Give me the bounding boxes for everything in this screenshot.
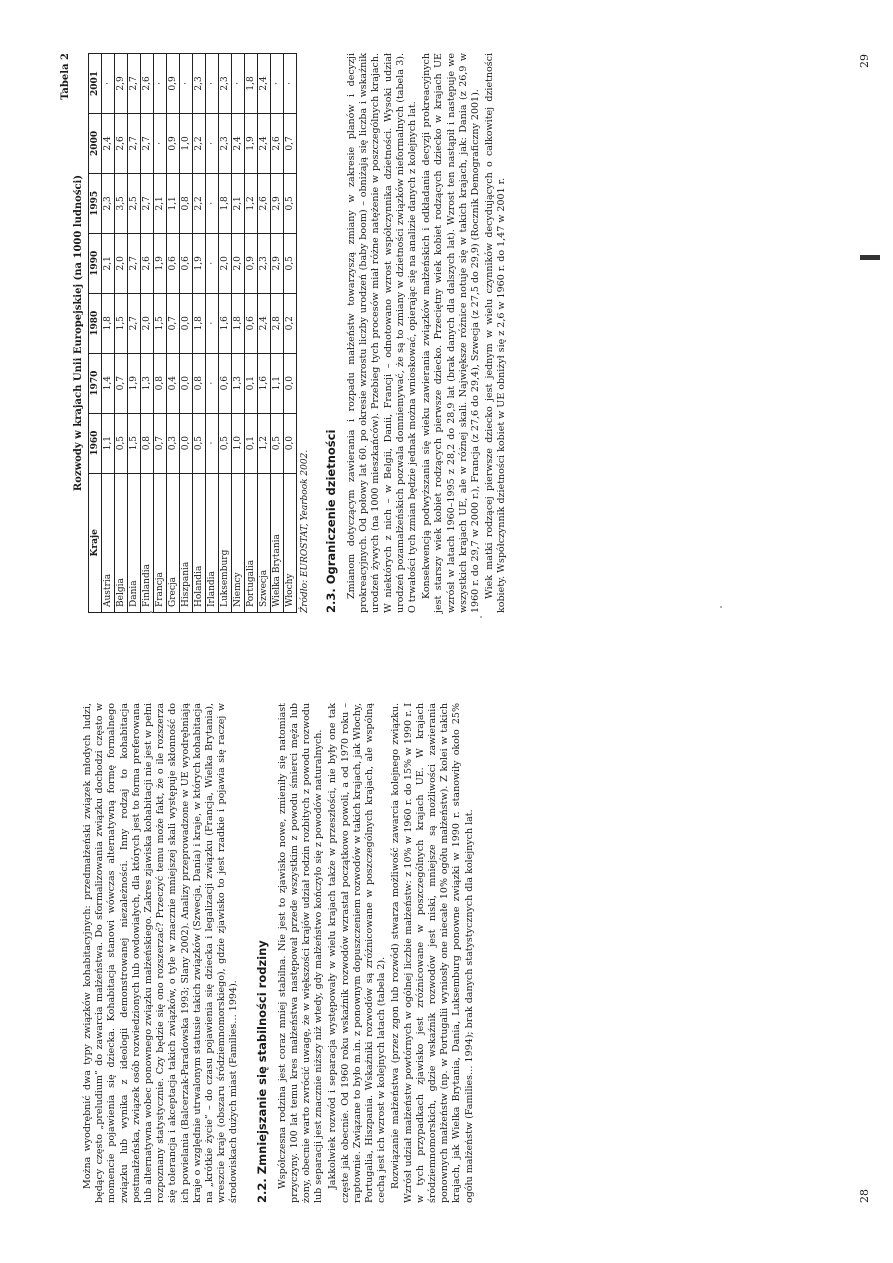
table-cell: 2,5 (128, 173, 141, 233)
header-1980: 1980 (89, 293, 102, 353)
table-cell: · (206, 113, 219, 173)
table-cell: Niemcy (232, 473, 245, 612)
table-cell: 2,4 (258, 113, 271, 173)
table-row (115, 54, 128, 613)
table-cell: 0,8 (154, 353, 167, 413)
table-cell: · (206, 173, 219, 233)
table-cell: 1,1 (271, 353, 284, 413)
table-cell: 2,4 (258, 54, 271, 114)
table-cell: 2,7 (128, 54, 141, 114)
table-cell: 2,0 (219, 233, 232, 293)
table-cell: 1,4 (102, 353, 115, 413)
kohabitacja-paragraph: Można wyodrębnić dwa typy związków kohabitacyjnych: przedmałżeński związek młodych ludzi, będący często „preludium” do zawarcia małżeństwa. Do sformalizowania związku dochodzi często w momencie pojawienia się dziecka. Kohabitacja stanowi wówczas alternatywną formę formalnego związku lub wynika z ideologii demonstrowanej niezależności. Inny rodzaj to kohabitacja postmałżeńska, związek osób rozwiedzionych lub owdowiałych, dla których jest to forma preferowana lub alternatywna wobec ponownego związku małżeńskiego. Zakres zjawiska kohabitacji nie jest w pełni rozpoznany statystycznie. Czy będzie się ono rozszerzać? Przeczyć temu może fakt, że o ile rozszerza się tolerancja i akceptacja takich związków, o tyle w znacznie mniejszej skali występuje skłonność do ich powielania (Balcerzak-Paradowska 1993; Slany 2002). Analizy przeprowadzone w UE wyodrębniają kraje o względnie utrwalonym statusie takich związków (Szwecja, Dania) i kraje, w których kohabitacja na „krótkie życie” – do czasu pojawienia się dziecka i legalizacji związku (Francja, Wielka Brytania), wreszcie kraje (obszaru śródziemnomorskiego), gdzie zjawisko to jest rzadkie i pojawia się raczej w środowiskach dużych miast (Families… 1994). (82, 703, 240, 1203)
table-cell: 0,5 (271, 413, 284, 473)
table-cell: 1,3 (141, 353, 154, 413)
table-source: Źródło: EUROSTAT, Yearbook 2002. (300, 449, 310, 613)
table-cell: Francja (154, 473, 167, 612)
table-cell: Wielka Brytania (271, 473, 284, 612)
table-cell: 2,6 (141, 233, 154, 293)
table-cell: 1,5 (115, 293, 128, 353)
table-cell: 2,3 (193, 54, 206, 114)
table-cell: 3,5 (115, 173, 128, 233)
header-kraje: Kraje (89, 473, 102, 612)
table-cell: 1,5 (128, 413, 141, 473)
table-cell: 2,1 (154, 173, 167, 233)
table-cell: 2,9 (115, 54, 128, 114)
table-cell: · (154, 113, 167, 173)
table-cell: 1,0 (180, 113, 193, 173)
table-cell: 1,6 (258, 353, 271, 413)
table-cell: · (206, 353, 219, 413)
table-cell: 2,6 (258, 173, 271, 233)
header-1995: 1995 (89, 173, 102, 233)
table-cell: Włochy (284, 473, 297, 612)
table-row (193, 54, 206, 613)
scan-speck (720, 606, 722, 608)
dzietnosc-paragraph-1: Zmianom dotyczącym zawierania i rozpadu małżeństw towarzyszą zmiany w zakresie planów i decyzji prokreacyjnych. Od połowy lat 60. po okresie wzrostu liczby urodzeń (baby boom) – obniżają się liczba i wskaźnik urodzeń żywych (na 1000 mieszkańców). Przebieg tych procesów miał różne natężenie w poszczególnych krajach. W niektórych z nich – w Belgii, Danii, Francji – odnotowano wzrost współczynnika dzietności. Wysoki udział urodzeń pozamałżeńskich pozwala domniemywać, że są to zmiany w dzietności związków nieformalnych (tabela 3). O trwałości tych zmian będzie jednak można wnioskować, opierając się na analizie danych z kolejnych lat. (346, 53, 419, 613)
table-cell: 0,7 (154, 413, 167, 473)
table-cell: 0,7 (284, 113, 297, 173)
table-row (154, 54, 167, 613)
table-cell: 1,8 (102, 293, 115, 353)
header-1960: 1960 (89, 413, 102, 473)
stabilnosc-paragraph-1: Współczesna rodzina jest coraz mniej stabilna. Nie jest to zjawisko nowe, zmieniły się natomiast przyczyny. 100 lat temu kres małżeństwa następował przede wszystkim z powodu śmierci męża lub żony, obecnie warto zwrócić uwagę, że w większości krajów udział rodzin rozbitych z powodu rozwodu lub separacji jest znacznie niższy niż wtedy, gdy małżeństwo kończyło się z powodów naturalnych. (276, 703, 325, 1203)
table-cell: 0,9 (167, 54, 180, 114)
table-cell: 0,3 (167, 413, 180, 473)
table-cell: 1,8 (193, 293, 206, 353)
scan-speck (150, 611, 152, 613)
table-cell: · (232, 54, 245, 114)
stabilnosc-paragraph-2: Jakkolwiek rozwód i separacja występowały w wielu krajach także w przeszłości, nie były one tak częste jak obecnie. Od 1960 roku wskaźnik rozwodów wzrastał początkowo powoli, a od 1970 roku – raptownie. Związane to było m.in. z ponownym dopuszczeniem rozwodów w takich krajach, jak Włochy, Portugalia, Hiszpania. Wskaźniki rozwodów są zróżnicowane w poszczególnych krajach, ale wspólną cechą jest ich wzrost w kolejnych latach (tabela 2). (327, 703, 388, 1203)
section-heading-2-3: 2.3. Ograniczenie dzietności (324, 429, 338, 613)
table-cell: 1,8 (232, 293, 245, 353)
table-cell: 0,0 (180, 293, 193, 353)
table-cell: 2,1 (232, 173, 245, 233)
table-cell: 0,5 (284, 233, 297, 293)
table-row (284, 54, 297, 613)
table-cell: · (206, 233, 219, 293)
table-label: Tabela 2 (60, 53, 71, 101)
table-cell: 1,0 (232, 413, 245, 473)
page-number-left: 28 (858, 1189, 871, 1203)
table-cell: · (206, 293, 219, 353)
table-row (206, 54, 219, 613)
table-cell: 0,4 (167, 353, 180, 413)
table-cell: · (284, 54, 297, 114)
table-cell: · (180, 54, 193, 114)
header-2000: 2000 (89, 113, 102, 173)
table-cell: 0,0 (284, 413, 297, 473)
table-cell: Grecja (167, 473, 180, 612)
table-header-row (89, 54, 102, 613)
table-cell: 0,1 (245, 413, 258, 473)
table-cell: 2,3 (219, 54, 232, 114)
header-2001: 2001 (89, 54, 102, 114)
table-cell: 0,7 (115, 353, 128, 413)
table-cell: Hiszpania (180, 473, 193, 612)
header-1970: 1970 (89, 353, 102, 413)
table-row (271, 54, 284, 613)
table-cell: 2,6 (141, 54, 154, 114)
table-cell: Luksemburg (219, 473, 232, 612)
table-row (180, 54, 193, 613)
table-cell: 2,7 (141, 173, 154, 233)
table-cell: 2,7 (128, 113, 141, 173)
table-cell: 2,8 (271, 293, 284, 353)
table-row (258, 54, 271, 613)
table-cell: 0,5 (219, 413, 232, 473)
table-cell: 2,2 (193, 173, 206, 233)
table-cell: 0,6 (245, 293, 258, 353)
table-cell: Finlandia (141, 473, 154, 612)
table-cell: 1,8 (219, 173, 232, 233)
table-cell: 0,5 (193, 413, 206, 473)
table-title: Rozwody w krajach Unii Europejskiej (na 1000 ludności) (73, 174, 84, 492)
table-cell: 0,9 (167, 113, 180, 173)
table-cell: Dania (128, 473, 141, 612)
table-cell: 1,1 (167, 173, 180, 233)
table-cell: Irlandia (206, 473, 219, 612)
scan-artifact-mark (860, 255, 880, 260)
table-cell: · (206, 413, 219, 473)
section-heading-2-2: 2.2. Zmniejszanie się stabilności rodziny (254, 940, 269, 1203)
table-cell: 2,9 (271, 173, 284, 233)
table-cell: 2,1 (102, 233, 115, 293)
table-cell: 1,8 (245, 54, 258, 114)
header-1990: 1990 (89, 233, 102, 293)
table-cell: 0,9 (245, 233, 258, 293)
table-cell: 2,3 (219, 113, 232, 173)
divorce-table (88, 53, 297, 613)
table-cell: 1,9 (193, 233, 206, 293)
table-cell: 2,9 (271, 233, 284, 293)
table-cell: 0,7 (167, 293, 180, 353)
left-page-column (82, 703, 478, 1203)
table-cell: Portugalia (245, 473, 258, 612)
table-cell: Austria (102, 473, 115, 612)
table-cell: 1,9 (245, 113, 258, 173)
page-number-right: 29 (858, 54, 871, 68)
table-cell: 1,3 (232, 353, 245, 413)
table-cell: 2,3 (102, 173, 115, 233)
table-cell: Szwecja (258, 473, 271, 612)
table-cell: 0,8 (180, 173, 193, 233)
table-cell: · (154, 54, 167, 114)
table-cell: 1,9 (128, 353, 141, 413)
stabilnosc-paragraph-3: Rozwiązanie małżeństwa (przez zgon lub rozwód) stwarza możliwość zawarcia kolejnego związku. Wzrósł udział małżeństw powtórnych w ogólnej liczbie małżeństw: z 10% w 1960 r. do 15% w 1990 r. I w tych przypadkach zjawisko jest zróżnicowane w poszczególnych krajach UE. W krajach śródziemnomorskich, gdzie wskaźnik rozwodów jest niski, mniejsze są możliwości zawierania ponownych małżeństw (np. w Portugalii wyniosły one niecałe 10% ogółu małżeństw). Z kolei w takich krajach, jak Wielka Brytania, Dania, Luksemburg ponowne związki w 1990 r. stanowiły około 25% ogółu małżeństw (Families… 1994); brak danych statystycznych dla kolejnych lat. (390, 703, 475, 1203)
table-cell: 0,5 (284, 173, 297, 233)
table-row (141, 54, 154, 613)
table-cell: 2,0 (141, 293, 154, 353)
table-cell: 2,6 (115, 113, 128, 173)
table-cell: 0,8 (193, 353, 206, 413)
table-cell: · (271, 54, 284, 114)
table-cell: 2,7 (128, 233, 141, 293)
table-cell: 2,4 (102, 113, 115, 173)
table-cell: 1,2 (258, 413, 271, 473)
table-cell: 1,1 (102, 413, 115, 473)
table-cell: 2,4 (258, 293, 271, 353)
table-cell: 1,5 (154, 293, 167, 353)
table-cell: 0,6 (219, 353, 232, 413)
table-cell: 0,5 (115, 413, 128, 473)
dzietnosc-paragraph-2: Konsekwencją podwyższania się wieku zawierania związków małżeńskich i odkładania decyzji prokreacyjnych jest starszy wiek kobiet rodzących pierwsze dziecko. Przeciętny wiek kobiet rodzących dziecko w krajach UE wzrósł w latach 1960–1995 z 28,2 do 28,9 lat (brak danych dla dalszych lat). Wzrost ten nastąpił i następuje we wszystkich krajach UE, ale w różnej skali. Największe różnice notuje się w takich krajach, jak: Dania (z 26,9 w 1960 r. do 29,7 w 2000 r.), Francja (z 27,6 do 29,4), Szwecja (z 27,5 do 29,9) (Rocznik Demograficzny 2001). (421, 53, 482, 613)
right-page-column (60, 53, 511, 613)
table-cell: 2,0 (115, 233, 128, 293)
table-cell: Belgia (115, 473, 128, 612)
table-cell: 1,6 (219, 293, 232, 353)
table-cell: · (102, 54, 115, 114)
table-cell: 0,1 (245, 353, 258, 413)
table-cell: 2,2 (193, 113, 206, 173)
table-cell: 2,4 (232, 113, 245, 173)
table-cell: · (206, 54, 219, 114)
table-cell: 2,3 (258, 233, 271, 293)
table-row (102, 54, 115, 613)
dzietnosc-paragraph-3: Wiek matki rodzącej pierwsze dziecko jest jednym w wielu czynników decydujących o całkowitej dzietności kobiety. Współczynnik dzietności kobiet w UE obniżył się z 2,6 w 1960 r. do 1,47 w 2001 r. (484, 53, 508, 613)
table-cell: 0,6 (167, 233, 180, 293)
table-cell: 2,7 (141, 113, 154, 173)
table-cell: 0,0 (180, 353, 193, 413)
table-cell: 2,7 (128, 293, 141, 353)
table-cell: 0,2 (284, 293, 297, 353)
table-cell: 0,8 (141, 413, 154, 473)
table-cell: 0,0 (284, 353, 297, 413)
table-cell: 1,9 (154, 233, 167, 293)
table-cell: 0,6 (180, 233, 193, 293)
table-row (245, 54, 258, 613)
table-row (219, 54, 232, 613)
right-page (0, 0, 893, 623)
table-cell: 2,6 (271, 113, 284, 173)
table-cell: Holandia (193, 473, 206, 612)
scan-speck (480, 616, 482, 618)
left-page (0, 643, 893, 1263)
table-cell: 1,2 (245, 173, 258, 233)
table-row (167, 54, 180, 613)
table-row (232, 54, 245, 613)
table-row (128, 54, 141, 613)
table-cell: 2,0 (232, 233, 245, 293)
table-cell: 0,0 (180, 413, 193, 473)
